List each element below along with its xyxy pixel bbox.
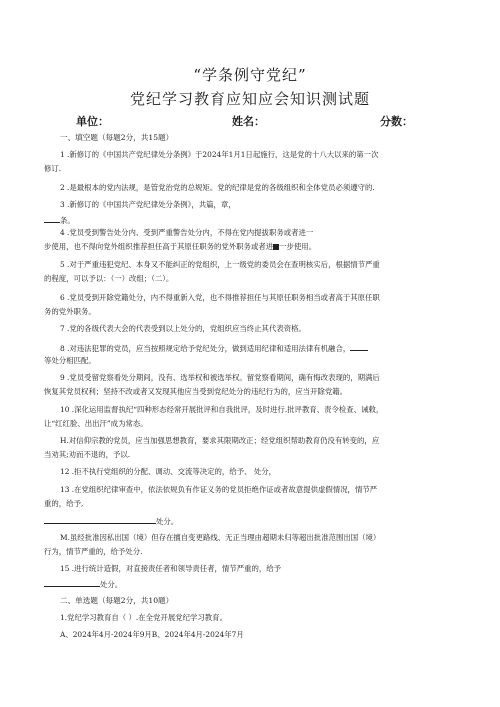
unit-label: 单位： xyxy=(76,115,109,128)
question-6-line-1: 6 .党员受到开除党籍处分，内不得重新入党，也不得推荐担任与其原任职务相当或者高于其原任职 xyxy=(60,293,380,302)
question-9-line-1: 9 .党员受留党察看处分期间，没有、选举权和被选举权。留党察看期间，确有悔改表现的，期满后 xyxy=(60,373,380,382)
question-2: 2 .是最根本的党内法规，是管党治党的总规矩。党的纪律是党的各级组织和全体党员必须遵守的. xyxy=(60,183,375,192)
question-5-line-2: 的程度，可以予以：（一）改组；（二）。 xyxy=(44,274,174,283)
question-11-line-1: H.对信仰宗教的党员，应当加强思想教育，要求其限期改正；经党组织帮助教育仍没有转变的，应 xyxy=(60,436,380,445)
section-2-heading: 二、单选题（每题2分，共10题） xyxy=(60,596,174,605)
answer-blank[interactable] xyxy=(44,214,60,223)
question-14-line-2: 行为，情节严重的，给予处分. xyxy=(44,547,143,556)
question-13-line-3: 处分。 xyxy=(44,515,178,527)
single-choice-question-1: 1.党纪学习教育自（ ）.在全党开展党纪学习教育。 xyxy=(60,613,227,622)
question-1-line-1: 1 .新修订的《中国共产党纪律处分条例》于2024年1月1日起施行，这是党的十八大以来的第一次 xyxy=(60,150,379,159)
title-line-2: 党纪学习教育应知应会知识测试题 xyxy=(129,90,370,108)
name-label: 姓名： xyxy=(232,115,265,128)
question-3-line-1: 3 .新修订的《中国共产党纪律处分条例》，共篇，章， xyxy=(60,200,236,209)
question-7: 7 .党的各级代表大会的代表受到以上处分的，党组织应当终止其代表资格。 xyxy=(60,324,306,333)
question-1-line-2: 修订. xyxy=(44,164,62,173)
question-6-line-2: 务的党外职务。 xyxy=(44,307,96,316)
answer-blank[interactable] xyxy=(44,578,100,587)
question-8-line-2: 等处分相匹配。 xyxy=(44,356,96,365)
question-11-line-2: 当劝其;劝而不退的，予以. xyxy=(44,450,131,459)
question-13-line-2: 重的，给予, xyxy=(44,499,84,508)
question-5-line-1: 5 .对于严重违犯党纪、本身又不能纠正的党组织，上一级党的委员会在查明核实后，根据情节严重 xyxy=(60,260,380,269)
question-15-line-1: 15 .进行统计造假，对直接责任者和领导责任者，情节严重的，给予 xyxy=(60,564,282,573)
question-8-line-1: 8 .对违法犯罪的党员，应当按照规定给予党纪处分，做到适用纪律和适用法律有机融合， xyxy=(60,342,368,354)
question-9-line-2: 恢复其党员权利；坚持不改或者又发现其他应当受到党纪处分的违纪行为的，应当开除党籍。 xyxy=(44,387,348,396)
question-12: 12 .拒不执行党组织的分配、调动、交流等决定的，给予、 处分， xyxy=(60,467,277,476)
question-13-line-1: 13 .在党组织纪律审查中，依法依规负有作证义务的党员拒绝作证或者故意提供虚假情况，情节严 xyxy=(60,485,378,494)
score-label: 分数： xyxy=(380,115,413,128)
question-15-line-2: 处分。 xyxy=(44,578,122,590)
title-line-1: “学条例守党纪” xyxy=(193,66,307,84)
answer-blank[interactable] xyxy=(44,515,156,524)
answer-blank[interactable] xyxy=(350,342,368,351)
question-10-line-2: 让“红红脸、出出汗”成为常态。 xyxy=(44,419,148,428)
question-4-line-2: 步使用，也不得向党外组织推荐担任高于其原任职务的党外职务或者进 一步使用。 xyxy=(44,242,317,251)
question-4-line-1: 4 .党员受到警告处分内、受到严重警告处分内，不得在党内提拔职务或者进一 xyxy=(60,228,314,237)
section-1-heading: 一、填空题（每题2分，共15题） xyxy=(60,133,174,142)
question-14-line-1: M.虽经批准因私出国（境）但存在擅自变更路线、无正当理由超期未归等超出批准范围出国（境） xyxy=(60,533,381,542)
question-10-line-1: 10 .深化运用监督执纪“四种形态经常开展批评和自我批评，及时进行.批评教育、责令检查、诫敕， xyxy=(60,405,384,414)
single-choice-question-1-options: A、2024年4月-2024年9月B、2024年4月-2024年7月 xyxy=(60,630,244,639)
question-3-line-2: 条。 xyxy=(44,214,75,226)
